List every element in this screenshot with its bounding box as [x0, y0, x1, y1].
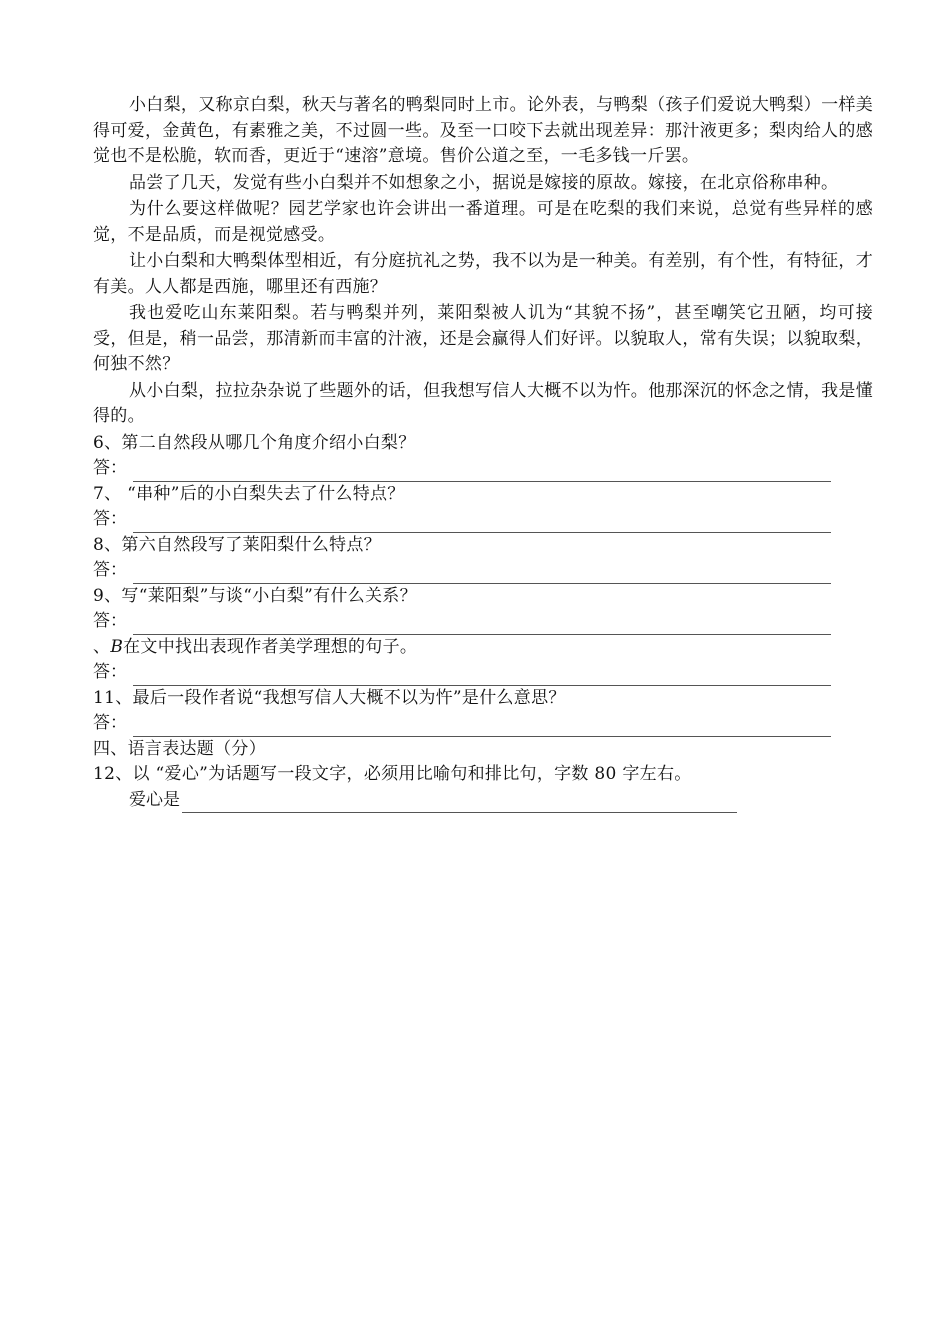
answer-label: 答： [93, 560, 127, 580]
answer-line-7[interactable] [133, 514, 831, 533]
answer-row-9 [93, 609, 873, 635]
question-11: 11、最后一段作者说“我想写信人大概不以为忤”是什么意思？ [93, 687, 566, 708]
answer-row-10 [93, 660, 873, 686]
question-9: 9、写“莱阳梨”与谈“小白梨”有什么关系？ [93, 585, 417, 606]
document-page [93, 93, 873, 813]
question-10-text: 在文中找出表现作者美学理想的句子。 [123, 636, 418, 657]
answer-label: 答： [93, 458, 127, 478]
answer-label: 答： [93, 611, 127, 631]
answer-line-10[interactable] [133, 667, 831, 686]
question-10-letter: B [110, 636, 124, 657]
answer-row-7 [93, 507, 873, 533]
question-6: 6、第二自然段从哪几个角度介绍小白梨？ [93, 432, 416, 453]
question-12-lead: 爱心是 [129, 789, 180, 810]
answer-line-12[interactable] [182, 794, 737, 813]
answer-row-12 [93, 788, 873, 814]
passage-paragraph-6: 从小白梨，拉拉杂杂说了些题外的话，但我想写信人大概不以为忤。他那深沉的怀念之情，我是懂得的。 [93, 380, 873, 426]
question-10 [93, 635, 873, 661]
answer-row-6 [93, 456, 873, 482]
answer-label: 答： [93, 509, 127, 529]
question-12: 12、以 “爱心”为话题写一段文字，必须用比喻句和排比句，字数 80 字左右。 [93, 764, 692, 784]
section-4-heading: 四、语言表达题（分） [93, 738, 266, 759]
answer-line-8[interactable] [133, 565, 831, 584]
answer-label: 答： [93, 713, 127, 733]
passage-paragraph-2: 品尝了几天，发觉有些小白梨并不如想象之小，据说是嫁接的原故。嫁接，在北京俗称串种。 [129, 172, 839, 193]
answer-line-11[interactable] [133, 718, 831, 737]
question-10-prefix: 、 [93, 636, 111, 657]
question-8: 8、第六自然段写了莱阳梨什么特点？ [93, 534, 381, 555]
passage-paragraph-3: 为什么要这样做呢？园艺学家也许会讲出一番道理。可是在吃梨的我们来说，总觉有些异样的感觉，不是品质，而是视觉感受。 [93, 199, 873, 245]
answer-line-6[interactable] [133, 463, 831, 482]
answer-line-9[interactable] [133, 616, 831, 635]
answer-row-11 [93, 711, 873, 737]
answer-label: 答： [93, 662, 127, 682]
passage-paragraph-4: 让小白梨和大鸭梨体型相近，有分庭抗礼之势，我不以为是一种美。有差别，有个性，有特征，才有美。人人都是西施，哪里还有西施？ [93, 251, 873, 297]
answer-row-8 [93, 558, 873, 584]
passage-paragraph-5: 我也爱吃山东莱阳梨。若与鸭梨并列，莱阳梨被人讥为“其貌不扬”，甚至嘲笑它丑陋，均可接受，但是，稍一品尝，那清新而丰富的汁液，还是会赢得人们好评。以貌取人，常有失误；以貌取梨，何独不然？ [93, 303, 873, 374]
passage-paragraph-1: 小白梨，又称京白梨，秋天与著名的鸭梨同时上市。论外表，与鸭梨（孩子们爱说大鸭梨）一样美得可爱，金黄色，有素雅之美，不过圆一些。及至一口咬下去就出现差异：那汁液更多；梨肉给人的感觉也不是松脆，软而香，更近于“速溶”意境。售价公道之至，一毛多钱一斤罢。 [93, 95, 873, 166]
question-7: 7、 “串种”后的小白梨失去了什么特点？ [93, 483, 405, 504]
